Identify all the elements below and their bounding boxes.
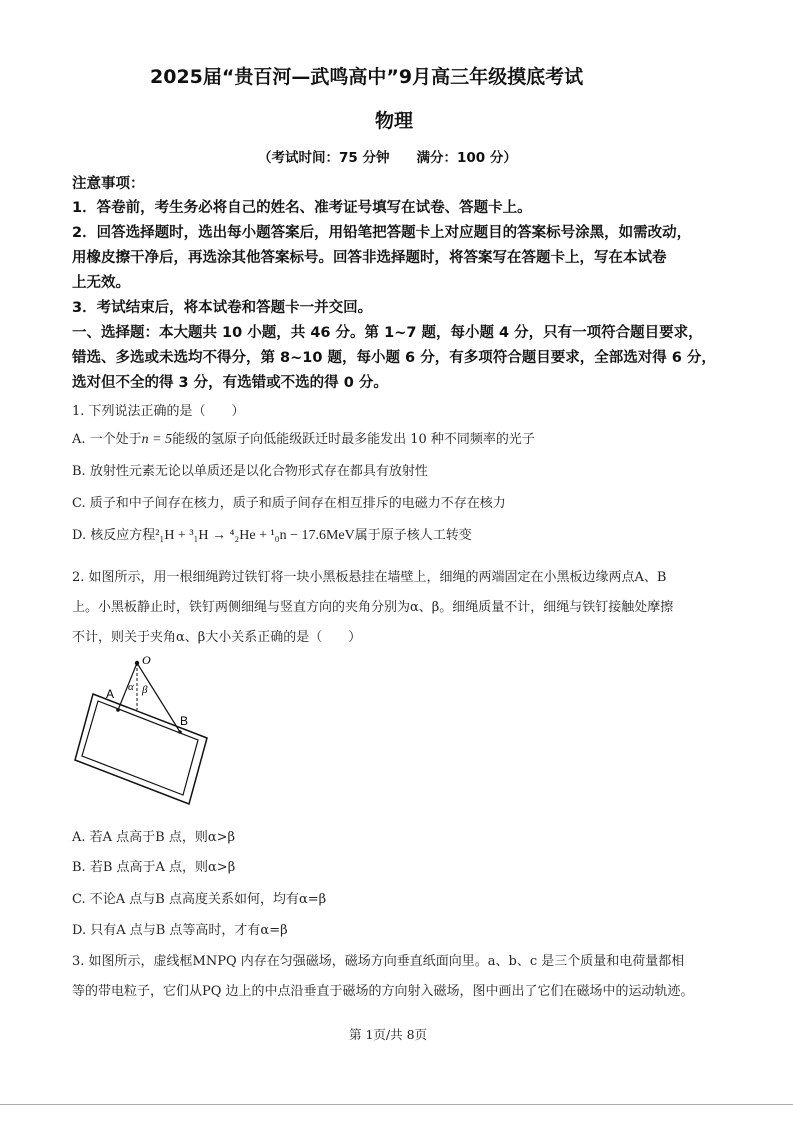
notice-item-1: 1．答卷前，考生务必将自己的姓名、准考证号填写在试卷、答题卡上。 — [72, 200, 532, 216]
section1-line-1: 一、选择题：本大题共 10 小题，共 46 分。第 1~7 题，每小题 4 分，只有一项符合题目要求， — [72, 325, 703, 341]
exam-info: （考试时间：75 分钟 满分：100 分） — [258, 150, 517, 166]
q1-option-a — [72, 428, 535, 448]
q1-stem: 1. 下列说法正确的是（ ） — [72, 404, 245, 419]
label-b: B — [180, 714, 189, 728]
point-b-marker — [178, 730, 182, 734]
exam-title: 2025届“贵百河—武鸣高中”9月高三年级摸底考试 — [150, 66, 584, 88]
string-right — [137, 663, 180, 732]
q2-option-d: D. 只有A 点与B 点等高时，才有α=β — [72, 923, 288, 938]
notice-item-2-line-1: 2．回答选择题时，选出每小题答案后，用铅笔把答题卡上对应题目的答案标号涂黑，如需改动， — [72, 225, 692, 241]
q2-stem-line-2: 上。小黑板静止时，铁钉两侧细绳与竖直方向的夹角分别为α、β。细绳质量不计，细绳与铁钉接触处摩擦 — [72, 600, 674, 615]
q1-option-d — [72, 524, 472, 544]
q2-stem-line-1: 2. 如图所示，用一根细绳跨过铁钉将一块小黑板悬挂在墙壁上，细绳的两端固定在小黑板边缘两点A、B — [72, 570, 667, 585]
notice-heading: 注意事项： — [72, 176, 145, 192]
q1-option-b: B. 放射性元素无论以单质还是以化合物形式存在都具有放射性 — [72, 464, 428, 479]
q1-option-a-equation: n = 5 — [141, 432, 173, 447]
bottom-divider — [0, 1104, 793, 1105]
q2-blackboard-diagram — [70, 650, 220, 820]
label-beta: β — [142, 684, 148, 696]
point-a-marker — [116, 708, 120, 712]
notice-item-2-line-3: 上无效。 — [72, 275, 130, 291]
section1-line-3: 选对但不全的得 3 分，有选错或不选的得 0 分。 — [72, 375, 388, 391]
notice-item-3: 3．考试结束后，将本试卷和答题卡一并交回。 — [72, 300, 373, 316]
q1-option-c: C. 质子和中子间存在核力，质子和质子间存在相互排斥的电磁力不存在核力 — [72, 496, 506, 511]
q1-option-a-prefix: A. 一个处于 — [72, 432, 142, 447]
subject-title: 物理 — [375, 110, 414, 132]
q2-option-b: B. 若B 点高于A 点，则α>β — [72, 860, 236, 875]
nail — [135, 661, 139, 665]
q1-option-d-equation: ²₁H + ³₁H → ⁴₂He + ¹₀n − 17.6MeV — [155, 528, 355, 543]
label-alpha: α — [128, 681, 134, 693]
blackboard — [75, 694, 207, 804]
label-a: A — [106, 687, 115, 701]
q2-option-c: C. 不论A 点与B 点高度关系如何，均有α=β — [72, 892, 327, 907]
label-o: O — [142, 653, 151, 667]
q1-option-d-suffix: 属于原子核人工转变 — [354, 528, 472, 543]
page-number: 第 1页/共 8页 — [349, 1027, 428, 1042]
q2-stem-line-3: 不计，则关于夹角α、β大小关系正确的是（ ） — [72, 630, 362, 645]
q3-stem-line-2: 等的带电粒子，它们从PQ 边上的中点沿垂直于磁场的方向射入磁场，图中画出了它们在磁场中的运动轨迹。 — [72, 984, 694, 999]
q3-stem-line-1: 3. 如图所示，虚线框MNPQ 内存在匀强磁场，磁场方向垂直纸面向里。a、b、c 是三个质量和电荷量都相 — [72, 954, 685, 969]
q2-option-a: A. 若A 点高于B 点，则α>β — [72, 830, 236, 845]
notice-item-2-line-2: 用橡皮擦干净后，再选涂其他答案标号。回答非选择题时，将答案写在答题卡上，写在本试卷 — [72, 250, 667, 266]
section1-line-2: 错选、多选或未选均不得分，第 8~10 题，每小题 6 分，有多项符合题目要求，全部选对得 6 分， — [72, 350, 716, 366]
q1-option-d-prefix: D. 核反应方程 — [72, 528, 156, 543]
q1-option-a-suffix: 能级的氢原子向低能级跃迁时最多能发出 10 种不同频率的光子 — [172, 432, 535, 447]
